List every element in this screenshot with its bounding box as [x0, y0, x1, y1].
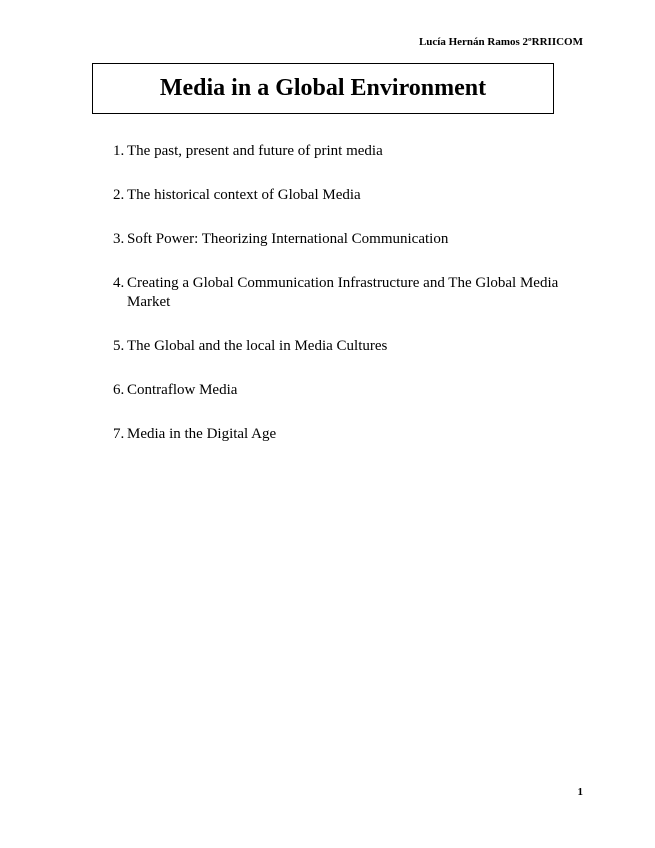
toc-item [113, 230, 593, 249]
toc-item-number: 1. [113, 143, 125, 159]
toc-item [113, 142, 593, 161]
toc-item-number: 4. [113, 275, 125, 291]
author-header: Lucía Hernán Ramos 2ºRRIICOM [418, 36, 583, 48]
page-number: 1 [577, 786, 583, 798]
toc-item-number: 5. [113, 338, 125, 354]
toc-item [113, 337, 593, 356]
toc-item-text: Soft Power: Theorizing International Communication [127, 231, 449, 247]
title-box [92, 63, 554, 114]
toc-item-text: The historical context of Global Media [127, 187, 361, 203]
toc-item-number: 6. [113, 382, 125, 398]
toc-item-text: Media in the Digital Age [127, 426, 277, 442]
page-title: Media in a Global Environment [159, 75, 487, 101]
toc-item [113, 425, 593, 444]
toc-item-number: 3. [113, 231, 125, 247]
toc-item [113, 381, 593, 400]
toc-item-text: The Global and the local in Media Cultures [127, 338, 388, 354]
toc-item [113, 186, 593, 205]
toc-item [113, 274, 593, 312]
toc-item-text: Contraflow Media [127, 382, 238, 398]
table-of-contents [113, 142, 593, 469]
toc-item-number: 2. [113, 187, 125, 203]
toc-item-text: Creating a Global Communication Infrastructure and The Global Media Market [127, 275, 559, 310]
toc-item-number: 7. [113, 426, 125, 442]
toc-item-text: The past, present and future of print media [127, 143, 383, 159]
